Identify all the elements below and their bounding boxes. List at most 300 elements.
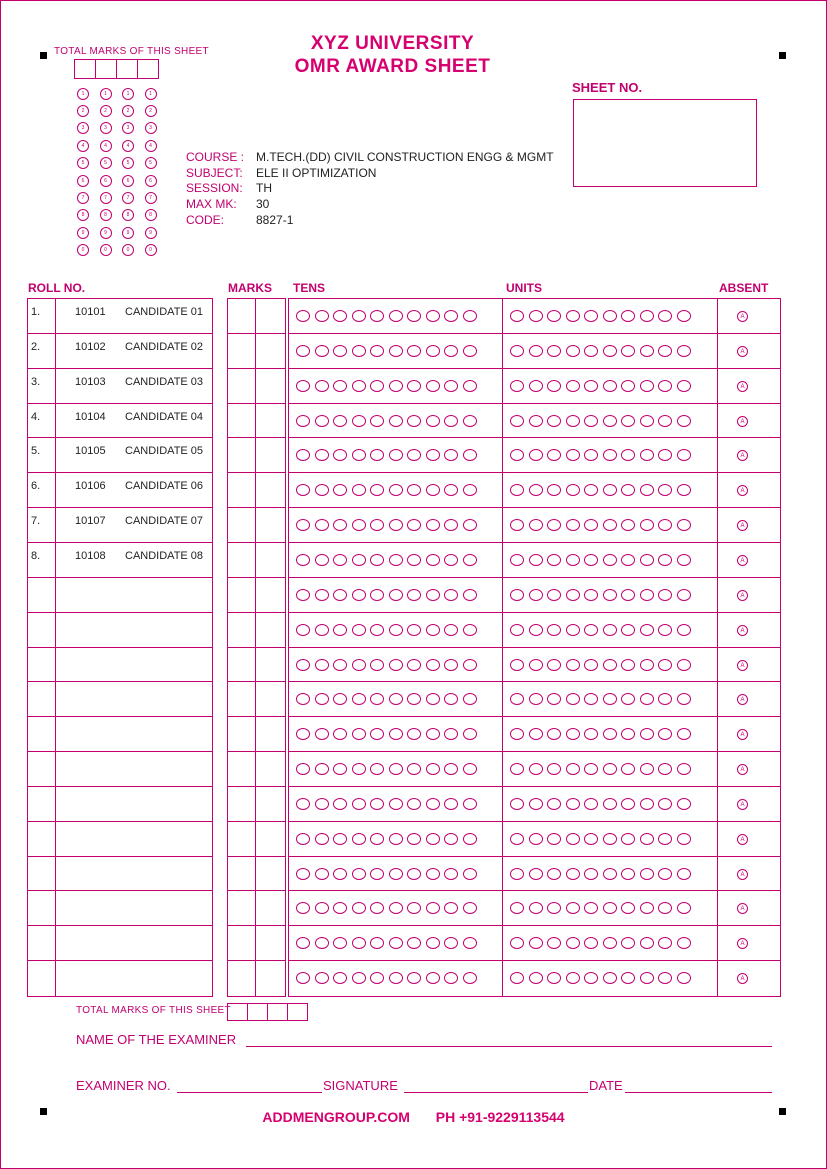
tens-bubble[interactable] bbox=[407, 415, 421, 427]
units-bubble[interactable] bbox=[621, 484, 635, 496]
tens-bubble[interactable] bbox=[333, 693, 347, 705]
tens-bubble[interactable] bbox=[444, 554, 458, 566]
total-marks-digit-bubble[interactable]: 1 bbox=[122, 88, 134, 100]
absent-bubble[interactable]: A bbox=[737, 938, 748, 949]
tens-bubble[interactable] bbox=[407, 449, 421, 461]
units-bubble[interactable] bbox=[677, 484, 691, 496]
tens-bubble[interactable] bbox=[370, 624, 384, 636]
tens-bubble[interactable] bbox=[315, 972, 329, 984]
units-bubble[interactable] bbox=[621, 624, 635, 636]
units-bubble[interactable] bbox=[510, 728, 524, 740]
tens-bubble[interactable] bbox=[333, 519, 347, 531]
units-bubble[interactable] bbox=[566, 902, 580, 914]
units-bubble[interactable] bbox=[677, 902, 691, 914]
tens-bubble[interactable] bbox=[389, 415, 403, 427]
absent-bubble[interactable]: A bbox=[737, 311, 748, 322]
units-bubble[interactable] bbox=[658, 449, 672, 461]
units-bubble[interactable] bbox=[529, 449, 543, 461]
units-bubble[interactable] bbox=[640, 868, 654, 880]
total-marks-digit-bubble[interactable]: 9 bbox=[77, 227, 89, 239]
tens-bubble[interactable] bbox=[407, 345, 421, 357]
total-marks-digit-bubble[interactable]: 4 bbox=[145, 140, 157, 152]
total-marks-digit-bubble[interactable]: 6 bbox=[100, 175, 112, 187]
tens-bubble[interactable] bbox=[333, 902, 347, 914]
tens-bubble[interactable] bbox=[389, 484, 403, 496]
units-bubble[interactable] bbox=[640, 728, 654, 740]
tens-bubble[interactable] bbox=[352, 554, 366, 566]
tens-bubble[interactable] bbox=[407, 310, 421, 322]
units-bubble[interactable] bbox=[510, 763, 524, 775]
tens-bubble[interactable] bbox=[389, 659, 403, 671]
tens-bubble[interactable] bbox=[333, 728, 347, 740]
units-bubble[interactable] bbox=[640, 763, 654, 775]
units-bubble[interactable] bbox=[566, 484, 580, 496]
units-bubble[interactable] bbox=[529, 310, 543, 322]
absent-bubble[interactable]: A bbox=[737, 555, 748, 566]
tens-bubble[interactable] bbox=[463, 659, 477, 671]
units-bubble[interactable] bbox=[603, 449, 617, 461]
tens-bubble[interactable] bbox=[296, 624, 310, 636]
total-marks-digit-bubble[interactable]: 3 bbox=[77, 122, 89, 134]
units-bubble[interactable] bbox=[677, 659, 691, 671]
total-marks-digit-bubble[interactable]: 7 bbox=[145, 192, 157, 204]
absent-bubble[interactable]: A bbox=[737, 903, 748, 914]
tens-bubble[interactable] bbox=[426, 554, 440, 566]
units-bubble[interactable] bbox=[658, 798, 672, 810]
tens-bubble[interactable] bbox=[333, 589, 347, 601]
tens-bubble[interactable] bbox=[333, 380, 347, 392]
tens-bubble[interactable] bbox=[370, 589, 384, 601]
tens-bubble[interactable] bbox=[463, 902, 477, 914]
units-bubble[interactable] bbox=[529, 868, 543, 880]
units-bubble[interactable] bbox=[621, 589, 635, 601]
units-bubble[interactable] bbox=[566, 972, 580, 984]
tens-bubble[interactable] bbox=[352, 902, 366, 914]
units-bubble[interactable] bbox=[566, 624, 580, 636]
units-bubble[interactable] bbox=[584, 345, 598, 357]
tens-bubble[interactable] bbox=[352, 310, 366, 322]
units-bubble[interactable] bbox=[603, 380, 617, 392]
tens-bubble[interactable] bbox=[444, 902, 458, 914]
total-marks-digit-bubble[interactable]: 9 bbox=[100, 227, 112, 239]
tens-bubble[interactable] bbox=[426, 868, 440, 880]
units-bubble[interactable] bbox=[510, 624, 524, 636]
tens-bubble[interactable] bbox=[315, 659, 329, 671]
footer-total-marks-digit-box[interactable] bbox=[267, 1003, 288, 1021]
tens-bubble[interactable] bbox=[389, 345, 403, 357]
units-bubble[interactable] bbox=[510, 659, 524, 671]
units-bubble[interactable] bbox=[510, 484, 524, 496]
units-bubble[interactable] bbox=[566, 449, 580, 461]
units-bubble[interactable] bbox=[510, 554, 524, 566]
tens-bubble[interactable] bbox=[463, 449, 477, 461]
total-marks-digit-bubble[interactable]: 5 bbox=[122, 157, 134, 169]
tens-bubble[interactable] bbox=[352, 484, 366, 496]
tens-bubble[interactable] bbox=[444, 868, 458, 880]
total-marks-digit-bubble[interactable]: 5 bbox=[77, 157, 89, 169]
tens-bubble[interactable] bbox=[315, 937, 329, 949]
tens-bubble[interactable] bbox=[352, 345, 366, 357]
tens-bubble[interactable] bbox=[333, 972, 347, 984]
tens-bubble[interactable] bbox=[333, 798, 347, 810]
units-bubble[interactable] bbox=[584, 624, 598, 636]
tens-bubble[interactable] bbox=[444, 449, 458, 461]
units-bubble[interactable] bbox=[510, 972, 524, 984]
units-bubble[interactable] bbox=[621, 554, 635, 566]
units-bubble[interactable] bbox=[677, 624, 691, 636]
units-bubble[interactable] bbox=[529, 484, 543, 496]
tens-bubble[interactable] bbox=[444, 763, 458, 775]
units-bubble[interactable] bbox=[584, 380, 598, 392]
units-bubble[interactable] bbox=[621, 693, 635, 705]
units-bubble[interactable] bbox=[584, 937, 598, 949]
units-bubble[interactable] bbox=[529, 798, 543, 810]
units-bubble[interactable] bbox=[603, 659, 617, 671]
tens-bubble[interactable] bbox=[463, 310, 477, 322]
units-bubble[interactable] bbox=[529, 763, 543, 775]
units-bubble[interactable] bbox=[566, 868, 580, 880]
units-bubble[interactable] bbox=[547, 972, 561, 984]
tens-bubble[interactable] bbox=[463, 624, 477, 636]
tens-bubble[interactable] bbox=[389, 728, 403, 740]
units-bubble[interactable] bbox=[529, 902, 543, 914]
tens-bubble[interactable] bbox=[370, 659, 384, 671]
units-bubble[interactable] bbox=[658, 693, 672, 705]
tens-bubble[interactable] bbox=[352, 868, 366, 880]
total-marks-digit-bubble[interactable]: 4 bbox=[77, 140, 89, 152]
total-marks-digit-bubble[interactable]: 8 bbox=[145, 209, 157, 221]
tens-bubble[interactable] bbox=[315, 868, 329, 880]
tens-bubble[interactable] bbox=[333, 415, 347, 427]
total-marks-digit-bubble[interactable]: 2 bbox=[77, 105, 89, 117]
tens-bubble[interactable] bbox=[407, 728, 421, 740]
units-bubble[interactable] bbox=[603, 484, 617, 496]
units-bubble[interactable] bbox=[621, 902, 635, 914]
tens-bubble[interactable] bbox=[296, 449, 310, 461]
units-bubble[interactable] bbox=[677, 415, 691, 427]
units-bubble[interactable] bbox=[603, 902, 617, 914]
tens-bubble[interactable] bbox=[296, 902, 310, 914]
units-bubble[interactable] bbox=[621, 972, 635, 984]
tens-bubble[interactable] bbox=[315, 554, 329, 566]
tens-bubble[interactable] bbox=[426, 345, 440, 357]
units-bubble[interactable] bbox=[510, 589, 524, 601]
units-bubble[interactable] bbox=[547, 798, 561, 810]
tens-bubble[interactable] bbox=[426, 484, 440, 496]
tens-bubble[interactable] bbox=[315, 763, 329, 775]
tens-bubble[interactable] bbox=[463, 380, 477, 392]
tens-bubble[interactable] bbox=[444, 484, 458, 496]
tens-bubble[interactable] bbox=[352, 972, 366, 984]
units-bubble[interactable] bbox=[658, 833, 672, 845]
tens-bubble[interactable] bbox=[315, 415, 329, 427]
tens-bubble[interactable] bbox=[407, 798, 421, 810]
total-marks-digit-bubble[interactable]: 6 bbox=[122, 175, 134, 187]
total-marks-digit-bubble[interactable]: 2 bbox=[145, 105, 157, 117]
units-bubble[interactable] bbox=[677, 693, 691, 705]
tens-bubble[interactable] bbox=[315, 380, 329, 392]
units-bubble[interactable] bbox=[603, 554, 617, 566]
tens-bubble[interactable] bbox=[463, 833, 477, 845]
absent-bubble[interactable]: A bbox=[737, 869, 748, 880]
units-bubble[interactable] bbox=[529, 833, 543, 845]
tens-bubble[interactable] bbox=[407, 763, 421, 775]
tens-bubble[interactable] bbox=[444, 833, 458, 845]
tens-bubble[interactable] bbox=[315, 310, 329, 322]
tens-bubble[interactable] bbox=[389, 589, 403, 601]
tens-bubble[interactable] bbox=[370, 310, 384, 322]
units-bubble[interactable] bbox=[677, 763, 691, 775]
total-marks-digit-bubble[interactable]: 3 bbox=[145, 122, 157, 134]
tens-bubble[interactable] bbox=[407, 624, 421, 636]
tens-bubble[interactable] bbox=[315, 484, 329, 496]
units-bubble[interactable] bbox=[547, 554, 561, 566]
tens-bubble[interactable] bbox=[389, 624, 403, 636]
tens-bubble[interactable] bbox=[426, 798, 440, 810]
tens-bubble[interactable] bbox=[389, 972, 403, 984]
tens-bubble[interactable] bbox=[315, 693, 329, 705]
tens-bubble[interactable] bbox=[463, 415, 477, 427]
tens-bubble[interactable] bbox=[370, 519, 384, 531]
tens-bubble[interactable] bbox=[333, 659, 347, 671]
units-bubble[interactable] bbox=[603, 763, 617, 775]
tens-bubble[interactable] bbox=[315, 798, 329, 810]
absent-bubble[interactable]: A bbox=[737, 764, 748, 775]
footer-total-marks-digit-box[interactable] bbox=[287, 1003, 308, 1021]
units-bubble[interactable] bbox=[566, 763, 580, 775]
units-bubble[interactable] bbox=[640, 589, 654, 601]
tens-bubble[interactable] bbox=[352, 380, 366, 392]
units-bubble[interactable] bbox=[584, 554, 598, 566]
tens-bubble[interactable] bbox=[444, 659, 458, 671]
tens-bubble[interactable] bbox=[463, 763, 477, 775]
total-marks-digit-bubble[interactable]: 7 bbox=[122, 192, 134, 204]
units-bubble[interactable] bbox=[677, 972, 691, 984]
tens-bubble[interactable] bbox=[444, 310, 458, 322]
units-bubble[interactable] bbox=[603, 833, 617, 845]
tens-bubble[interactable] bbox=[296, 937, 310, 949]
units-bubble[interactable] bbox=[547, 902, 561, 914]
units-bubble[interactable] bbox=[547, 589, 561, 601]
units-bubble[interactable] bbox=[547, 415, 561, 427]
tens-bubble[interactable] bbox=[389, 833, 403, 845]
total-marks-digit-bubble[interactable]: 2 bbox=[100, 105, 112, 117]
footer-total-marks-digit-box[interactable] bbox=[247, 1003, 268, 1021]
tens-bubble[interactable] bbox=[407, 484, 421, 496]
units-bubble[interactable] bbox=[621, 345, 635, 357]
tens-bubble[interactable] bbox=[296, 728, 310, 740]
tens-bubble[interactable] bbox=[426, 310, 440, 322]
units-bubble[interactable] bbox=[640, 798, 654, 810]
units-bubble[interactable] bbox=[677, 937, 691, 949]
absent-bubble[interactable]: A bbox=[737, 520, 748, 531]
tens-bubble[interactable] bbox=[370, 728, 384, 740]
units-bubble[interactable] bbox=[640, 833, 654, 845]
units-bubble[interactable] bbox=[677, 310, 691, 322]
units-bubble[interactable] bbox=[547, 868, 561, 880]
units-bubble[interactable] bbox=[529, 589, 543, 601]
units-bubble[interactable] bbox=[603, 868, 617, 880]
units-bubble[interactable] bbox=[529, 659, 543, 671]
tens-bubble[interactable] bbox=[370, 415, 384, 427]
tens-bubble[interactable] bbox=[463, 693, 477, 705]
tens-bubble[interactable] bbox=[352, 415, 366, 427]
total-marks-digit-bubble[interactable]: 0 bbox=[145, 244, 157, 256]
units-bubble[interactable] bbox=[658, 902, 672, 914]
absent-bubble[interactable]: A bbox=[737, 625, 748, 636]
absent-bubble[interactable]: A bbox=[737, 346, 748, 357]
units-bubble[interactable] bbox=[603, 728, 617, 740]
units-bubble[interactable] bbox=[510, 937, 524, 949]
tens-bubble[interactable] bbox=[444, 693, 458, 705]
total-marks-digit-bubble[interactable]: 4 bbox=[122, 140, 134, 152]
tens-bubble[interactable] bbox=[407, 519, 421, 531]
tens-bubble[interactable] bbox=[370, 798, 384, 810]
tens-bubble[interactable] bbox=[296, 415, 310, 427]
tens-bubble[interactable] bbox=[352, 763, 366, 775]
absent-bubble[interactable]: A bbox=[737, 973, 748, 984]
tens-bubble[interactable] bbox=[426, 519, 440, 531]
units-bubble[interactable] bbox=[640, 972, 654, 984]
units-bubble[interactable] bbox=[566, 380, 580, 392]
units-bubble[interactable] bbox=[658, 484, 672, 496]
tens-bubble[interactable] bbox=[370, 449, 384, 461]
tens-bubble[interactable] bbox=[426, 449, 440, 461]
units-bubble[interactable] bbox=[621, 937, 635, 949]
tens-bubble[interactable] bbox=[315, 589, 329, 601]
tens-bubble[interactable] bbox=[352, 449, 366, 461]
units-bubble[interactable] bbox=[640, 659, 654, 671]
tens-bubble[interactable] bbox=[463, 519, 477, 531]
units-bubble[interactable] bbox=[566, 659, 580, 671]
units-bubble[interactable] bbox=[547, 310, 561, 322]
absent-bubble[interactable]: A bbox=[737, 450, 748, 461]
units-bubble[interactable] bbox=[566, 833, 580, 845]
total-marks-digit-bubble[interactable]: 8 bbox=[122, 209, 134, 221]
units-bubble[interactable] bbox=[621, 728, 635, 740]
tens-bubble[interactable] bbox=[389, 868, 403, 880]
tens-bubble[interactable] bbox=[315, 728, 329, 740]
tens-bubble[interactable] bbox=[426, 693, 440, 705]
units-bubble[interactable] bbox=[621, 519, 635, 531]
units-bubble[interactable] bbox=[640, 519, 654, 531]
tens-bubble[interactable] bbox=[352, 693, 366, 705]
units-bubble[interactable] bbox=[510, 449, 524, 461]
total-marks-digit-bubble[interactable]: 3 bbox=[122, 122, 134, 134]
tens-bubble[interactable] bbox=[296, 484, 310, 496]
total-marks-digit-bubble[interactable]: 9 bbox=[122, 227, 134, 239]
units-bubble[interactable] bbox=[640, 449, 654, 461]
total-marks-digit-bubble[interactable]: 2 bbox=[122, 105, 134, 117]
units-bubble[interactable] bbox=[658, 868, 672, 880]
tens-bubble[interactable] bbox=[426, 937, 440, 949]
tens-bubble[interactable] bbox=[389, 798, 403, 810]
units-bubble[interactable] bbox=[640, 484, 654, 496]
date-line[interactable] bbox=[625, 1092, 772, 1093]
tens-bubble[interactable] bbox=[444, 345, 458, 357]
units-bubble[interactable] bbox=[529, 624, 543, 636]
tens-bubble[interactable] bbox=[333, 763, 347, 775]
units-bubble[interactable] bbox=[658, 728, 672, 740]
units-bubble[interactable] bbox=[677, 449, 691, 461]
tens-bubble[interactable] bbox=[444, 972, 458, 984]
units-bubble[interactable] bbox=[603, 693, 617, 705]
units-bubble[interactable] bbox=[529, 345, 543, 357]
tens-bubble[interactable] bbox=[407, 972, 421, 984]
absent-bubble[interactable]: A bbox=[737, 799, 748, 810]
units-bubble[interactable] bbox=[566, 554, 580, 566]
units-bubble[interactable] bbox=[547, 728, 561, 740]
total-marks-digit-bubble[interactable]: 6 bbox=[145, 175, 157, 187]
units-bubble[interactable] bbox=[584, 902, 598, 914]
units-bubble[interactable] bbox=[584, 519, 598, 531]
total-marks-digit-bubble[interactable]: 3 bbox=[100, 122, 112, 134]
units-bubble[interactable] bbox=[510, 310, 524, 322]
units-bubble[interactable] bbox=[566, 798, 580, 810]
tens-bubble[interactable] bbox=[352, 589, 366, 601]
tens-bubble[interactable] bbox=[296, 868, 310, 880]
units-bubble[interactable] bbox=[677, 345, 691, 357]
units-bubble[interactable] bbox=[677, 868, 691, 880]
tens-bubble[interactable] bbox=[370, 345, 384, 357]
total-marks-digit-box[interactable] bbox=[95, 59, 117, 79]
tens-bubble[interactable] bbox=[370, 937, 384, 949]
tens-bubble[interactable] bbox=[333, 449, 347, 461]
tens-bubble[interactable] bbox=[444, 728, 458, 740]
tens-bubble[interactable] bbox=[463, 798, 477, 810]
units-bubble[interactable] bbox=[566, 310, 580, 322]
units-bubble[interactable] bbox=[510, 380, 524, 392]
tens-bubble[interactable] bbox=[463, 484, 477, 496]
units-bubble[interactable] bbox=[510, 833, 524, 845]
tens-bubble[interactable] bbox=[407, 902, 421, 914]
tens-bubble[interactable] bbox=[407, 589, 421, 601]
units-bubble[interactable] bbox=[640, 310, 654, 322]
tens-bubble[interactable] bbox=[370, 380, 384, 392]
units-bubble[interactable] bbox=[547, 519, 561, 531]
units-bubble[interactable] bbox=[566, 589, 580, 601]
tens-bubble[interactable] bbox=[444, 624, 458, 636]
tens-bubble[interactable] bbox=[296, 798, 310, 810]
units-bubble[interactable] bbox=[658, 415, 672, 427]
tens-bubble[interactable] bbox=[407, 554, 421, 566]
tens-bubble[interactable] bbox=[352, 624, 366, 636]
tens-bubble[interactable] bbox=[463, 972, 477, 984]
tens-bubble[interactable] bbox=[407, 937, 421, 949]
units-bubble[interactable] bbox=[677, 554, 691, 566]
units-bubble[interactable] bbox=[603, 345, 617, 357]
tens-bubble[interactable] bbox=[333, 484, 347, 496]
units-bubble[interactable] bbox=[529, 519, 543, 531]
tens-bubble[interactable] bbox=[444, 380, 458, 392]
units-bubble[interactable] bbox=[658, 554, 672, 566]
units-bubble[interactable] bbox=[529, 937, 543, 949]
absent-bubble[interactable]: A bbox=[737, 729, 748, 740]
units-bubble[interactable] bbox=[584, 972, 598, 984]
units-bubble[interactable] bbox=[603, 415, 617, 427]
total-marks-digit-bubble[interactable]: 5 bbox=[100, 157, 112, 169]
units-bubble[interactable] bbox=[529, 972, 543, 984]
absent-bubble[interactable]: A bbox=[737, 485, 748, 496]
units-bubble[interactable] bbox=[658, 659, 672, 671]
units-bubble[interactable] bbox=[621, 415, 635, 427]
units-bubble[interactable] bbox=[621, 763, 635, 775]
units-bubble[interactable] bbox=[584, 310, 598, 322]
units-bubble[interactable] bbox=[677, 380, 691, 392]
units-bubble[interactable] bbox=[677, 728, 691, 740]
tens-bubble[interactable] bbox=[370, 972, 384, 984]
units-bubble[interactable] bbox=[658, 589, 672, 601]
